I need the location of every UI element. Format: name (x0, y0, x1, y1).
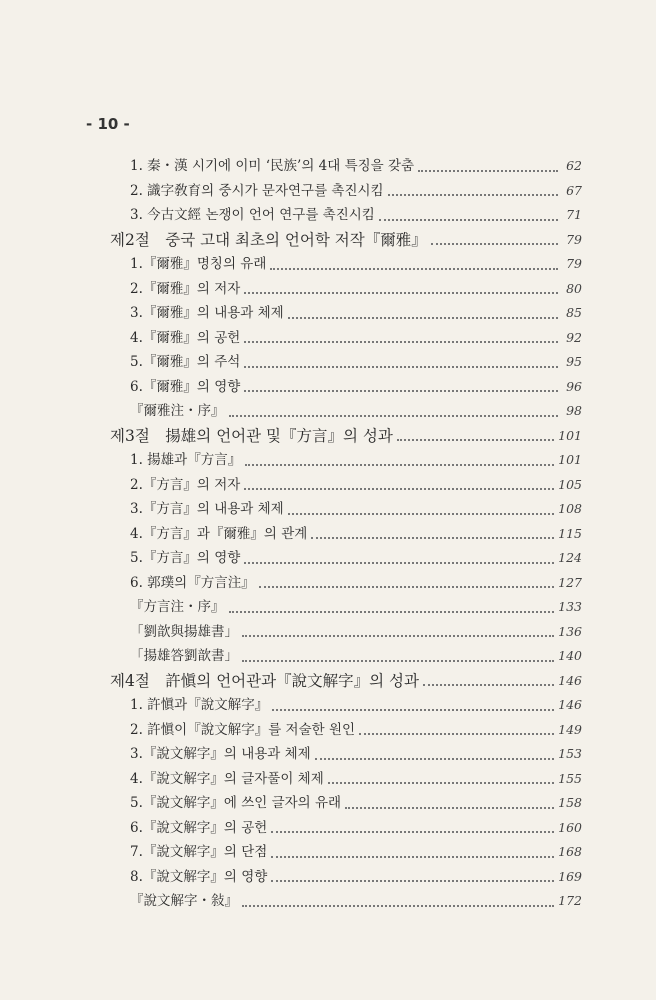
toc-entry (110, 546, 582, 571)
toc-entry (110, 571, 582, 596)
toc-entry-title: 3.『說文解字』의 내용과 체제 (130, 746, 311, 762)
toc-entry-page-number: 133 (558, 599, 582, 614)
toc-entry-page-number: 168 (558, 844, 582, 859)
toc-entry-title: 1. 許愼과『說文解字』 (130, 697, 269, 713)
toc-section-heading (110, 228, 582, 253)
toc-entry-page-number: 160 (558, 819, 582, 835)
toc-entry (110, 865, 582, 890)
dot-leader (388, 194, 558, 196)
dot-leader (271, 880, 554, 882)
toc-entry-page-number: 95 (566, 354, 582, 369)
dot-leader (345, 807, 554, 809)
toc-entry-title: 제4절 許愼의 언어관과『說文解字』의 성과 (110, 671, 419, 690)
toc-entry-title: 5.『說文解字』에 쓰인 글자의 유래 (130, 795, 342, 811)
dot-leader (272, 709, 554, 711)
toc-entry-page-number: 146 (558, 697, 582, 712)
toc-entry-page-number: 96 (566, 378, 582, 394)
dot-leader (359, 733, 554, 735)
toc-entry-page-number: 153 (558, 746, 582, 761)
dot-leader (244, 562, 554, 564)
toc-entry (110, 375, 582, 400)
toc-entry-title: 4.『說文解字』의 글자풀이 체제 (130, 770, 324, 787)
toc-entry-page-number: 67 (566, 182, 582, 198)
dot-leader (245, 464, 554, 466)
toc-entry (110, 326, 582, 351)
toc-entry-title: 3.『爾雅』의 내용과 체제 (130, 305, 284, 321)
dot-leader (315, 758, 554, 760)
dot-leader (271, 831, 554, 833)
toc-entry-title: 『方言注・序』 (130, 599, 225, 615)
toc-entry-title: 6.『爾雅』의 영향 (130, 378, 241, 395)
toc-entry-title: 7.『說文解字』의 단점 (130, 844, 268, 860)
toc-entry (110, 473, 582, 498)
toc-entry-title: 5.『爾雅』의 주석 (130, 354, 241, 370)
toc-entry-page-number: 136 (558, 623, 582, 639)
toc-entry-title: 4.『爾雅』의 공헌 (130, 329, 241, 346)
toc-entry-page-number: 101 (558, 452, 582, 467)
toc-entry-page-number: 98 (566, 403, 582, 418)
toc-entry-title: 2. 識字敎育의 중시가 문자연구를 촉진시킴 (130, 182, 384, 199)
dot-leader (423, 684, 554, 686)
toc-entry-page-number: 80 (566, 280, 582, 296)
dot-leader (397, 439, 554, 441)
toc-entry (110, 889, 582, 914)
dot-leader (311, 537, 554, 539)
toc-entry (110, 277, 582, 302)
toc-entry-page-number: 79 (566, 256, 582, 271)
toc-entry (110, 522, 582, 547)
toc-entry (110, 742, 582, 767)
toc-entry-title: 『爾雅注・序』 (130, 403, 225, 419)
dot-leader (418, 170, 558, 172)
toc-entry (110, 350, 582, 375)
toc-entry-title: 2.『爾雅』의 저자 (130, 280, 241, 297)
toc-entry (110, 693, 582, 718)
toc-entry-title: 1. 秦・漢 시기에 이미 ‘民族’의 4대 특징을 갖춤 (130, 158, 415, 174)
toc-entry-page-number: 92 (566, 329, 582, 345)
toc-entry (110, 154, 582, 179)
dot-leader (244, 488, 554, 490)
toc-entry-title: 1. 揚雄과『方言』 (130, 452, 242, 468)
dot-leader (431, 243, 558, 245)
dot-leader (288, 513, 554, 515)
toc-entry (110, 718, 582, 743)
dot-leader (244, 366, 558, 368)
dot-leader (244, 292, 558, 294)
toc-section-heading (110, 424, 582, 449)
dot-leader (379, 219, 558, 221)
toc-entry-page-number: 62 (566, 158, 582, 173)
page-number: - 10 - (86, 115, 130, 133)
toc-entry-page-number: 85 (566, 305, 582, 320)
toc-entry-page-number: 105 (558, 476, 582, 492)
toc-entry-page-number: 71 (566, 207, 582, 222)
toc-entry-page-number: 158 (558, 795, 582, 810)
toc-entry-page-number: 124 (558, 550, 582, 565)
toc-entry-page-number: 127 (558, 574, 582, 590)
dot-leader (229, 611, 555, 613)
toc-entry-page-number: 108 (558, 501, 582, 516)
dot-leader (242, 660, 554, 662)
toc-entry-page-number: 146 (558, 672, 582, 688)
toc-entry (110, 840, 582, 865)
toc-entry-title: 5.『方言』의 영향 (130, 550, 241, 566)
toc-section-heading (110, 669, 582, 694)
toc-entry (110, 301, 582, 326)
dot-leader (244, 390, 558, 392)
dot-leader (271, 856, 554, 858)
toc-entry (110, 252, 582, 277)
toc-entry-page-number: 79 (566, 231, 582, 247)
toc-entry-title: 4.『方言』과『爾雅』의 관계 (130, 525, 308, 542)
toc-entry (110, 448, 582, 473)
dot-leader (328, 782, 554, 784)
toc-entry-title: 제2절 중국 고대 최초의 언어학 저작『爾雅』 (110, 230, 427, 249)
toc-entry-page-number: 140 (558, 648, 582, 663)
toc-entry (110, 620, 582, 645)
toc-entry-title: 제3절 揚雄의 언어관 및『方言』의 성과 (110, 426, 393, 445)
toc-entry-title: 2. 許愼이『說文解字』를 저술한 원인 (130, 721, 356, 738)
toc-entry-page-number: 115 (558, 525, 582, 541)
toc-entry-title: 『說文解字・敍』 (130, 893, 238, 909)
toc-entry (110, 179, 582, 204)
dot-leader (242, 905, 554, 907)
toc-entry-title: 6. 郭璞의『方言注』 (130, 574, 255, 591)
toc-entry-title: 8.『說文解字』의 영향 (130, 868, 268, 885)
table-of-contents (110, 154, 582, 914)
toc-entry (110, 767, 582, 792)
toc-entry-page-number: 155 (558, 770, 582, 786)
toc-entry-title: 「揚雄答劉歆書」 (130, 648, 238, 664)
toc-entry (110, 816, 582, 841)
toc-entry-title: 1.『爾雅』명칭의 유래 (130, 256, 267, 272)
toc-entry (110, 497, 582, 522)
dot-leader (244, 341, 558, 343)
toc-entry (110, 644, 582, 669)
toc-entry-page-number: 169 (558, 868, 582, 884)
toc-entry (110, 595, 582, 620)
dot-leader (270, 268, 558, 270)
dot-leader (242, 635, 554, 637)
toc-entry-title: 「劉歆與揚雄書」 (130, 623, 238, 640)
dot-leader (259, 586, 554, 588)
dot-leader (229, 415, 559, 417)
toc-entry-title: 3.『方言』의 내용과 체제 (130, 501, 284, 517)
toc-entry-page-number: 149 (558, 721, 582, 737)
toc-entry (110, 791, 582, 816)
toc-entry (110, 399, 582, 424)
toc-entry-page-number: 172 (558, 893, 582, 908)
toc-entry-title: 6.『說文解字』의 공헌 (130, 819, 268, 836)
dot-leader (288, 317, 558, 319)
toc-entry-title: 2.『方言』의 저자 (130, 476, 241, 493)
toc-entry-title: 3. 今古文經 논쟁이 언어 연구를 촉진시킴 (130, 207, 375, 223)
toc-entry-page-number: 101 (558, 427, 582, 443)
toc-entry (110, 203, 582, 228)
